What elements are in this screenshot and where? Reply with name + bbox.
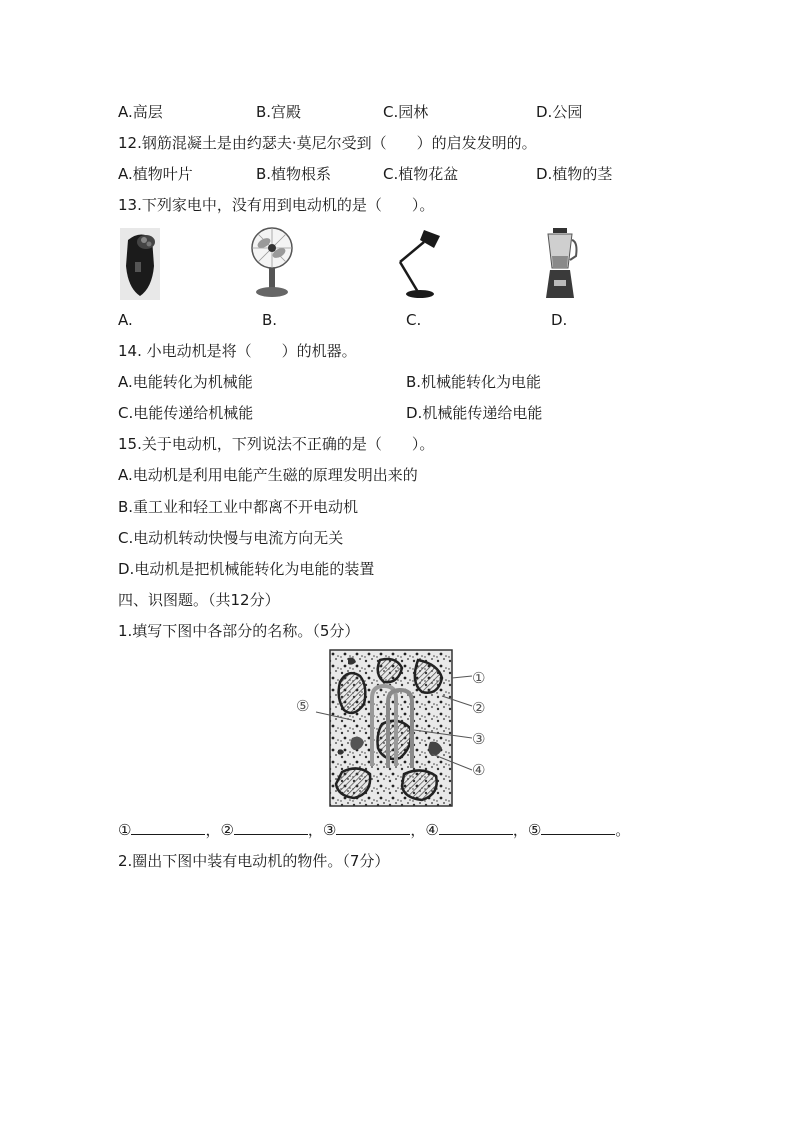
q12-question: 12.钢筋混凝土是由约瑟夫·莫尼尔受到（ ）的启发发明的。: [118, 134, 537, 152]
q13-option-a: A.: [118, 311, 133, 329]
q15-option-a: A.电动机是利用电能产生磁的原理发明出来的: [118, 466, 418, 484]
answer-blank-4[interactable]: [439, 820, 513, 835]
answer-blank-5[interactable]: [541, 820, 615, 835]
q12-option-c: C.植物花盆: [383, 165, 459, 183]
blank-label-3: ，③: [307, 821, 337, 839]
q13-option-d: D.: [551, 311, 568, 329]
blank-label-1: ①: [118, 821, 132, 839]
q12-option-a: A.植物叶片: [118, 165, 193, 183]
q14-option-c: C.电能传递给机械能: [118, 404, 254, 422]
q13-option-c: C.: [406, 311, 422, 329]
q13-question: 13.下列家电中，没有用到电动机的是（ ）。: [118, 196, 435, 214]
figure-label-2: ②: [472, 699, 486, 717]
q15-option-c: C.电动机转动快慢与电流方向无关: [118, 529, 344, 547]
q15-option-d: D.电动机是把机械能转化为电能的装置: [118, 560, 375, 578]
figure-label-1: ①: [472, 669, 486, 687]
section4-q2: 2.圈出下图中装有电动机的物件。（7分）: [118, 852, 390, 870]
q15-option-b: B.重工业和轻工业中都离不开电动机: [118, 498, 359, 516]
answer-blank-2[interactable]: [234, 820, 308, 835]
q14-question: 14. 小电动机是将（ ）的机器。: [118, 342, 357, 360]
q15-question: 15.关于电动机，下列说法不正确的是（ ）。: [118, 435, 435, 453]
q13-option-b: B.: [262, 311, 278, 329]
q11-option-c: C.园林: [383, 103, 429, 121]
q11-option-d: D.公园: [536, 103, 583, 121]
section-title: 四、识图题。（共12分）: [118, 591, 280, 609]
q14-option-b: B.机械能转化为电能: [406, 373, 542, 391]
blender-icon: [540, 226, 580, 302]
reinforced-concrete-figure: [292, 646, 502, 810]
blank-label-4: ，④: [410, 821, 439, 839]
q11-option-a: A.高层: [118, 103, 163, 121]
q12-option-d: D.植物的茎: [536, 165, 613, 183]
section4-q1: 1.填写下图中各部分的名称。（5分）: [118, 622, 360, 640]
blank-label-2: ，②: [205, 821, 234, 839]
q12-option-b: B.植物根系: [256, 165, 332, 183]
figure-label-5: ⑤: [296, 697, 310, 715]
figure-label-3: ③: [472, 730, 486, 748]
blank-label-5: ，⑤: [512, 821, 542, 839]
answer-blank-1[interactable]: [131, 820, 205, 835]
figure-label-4: ④: [472, 761, 486, 779]
blank-end: 。: [615, 821, 631, 839]
desk-lamp-icon: [388, 226, 446, 300]
q11-option-b: B.宫殿: [256, 103, 302, 121]
q14-option-a: A.电能转化为机械能: [118, 373, 253, 391]
shaver-icon: [118, 226, 162, 302]
electric-fan-icon: [248, 226, 296, 300]
answer-blank-3[interactable]: [336, 820, 410, 835]
q14-option-d: D.机械能传递给电能: [406, 404, 543, 422]
answer-blanks: [118, 820, 630, 840]
